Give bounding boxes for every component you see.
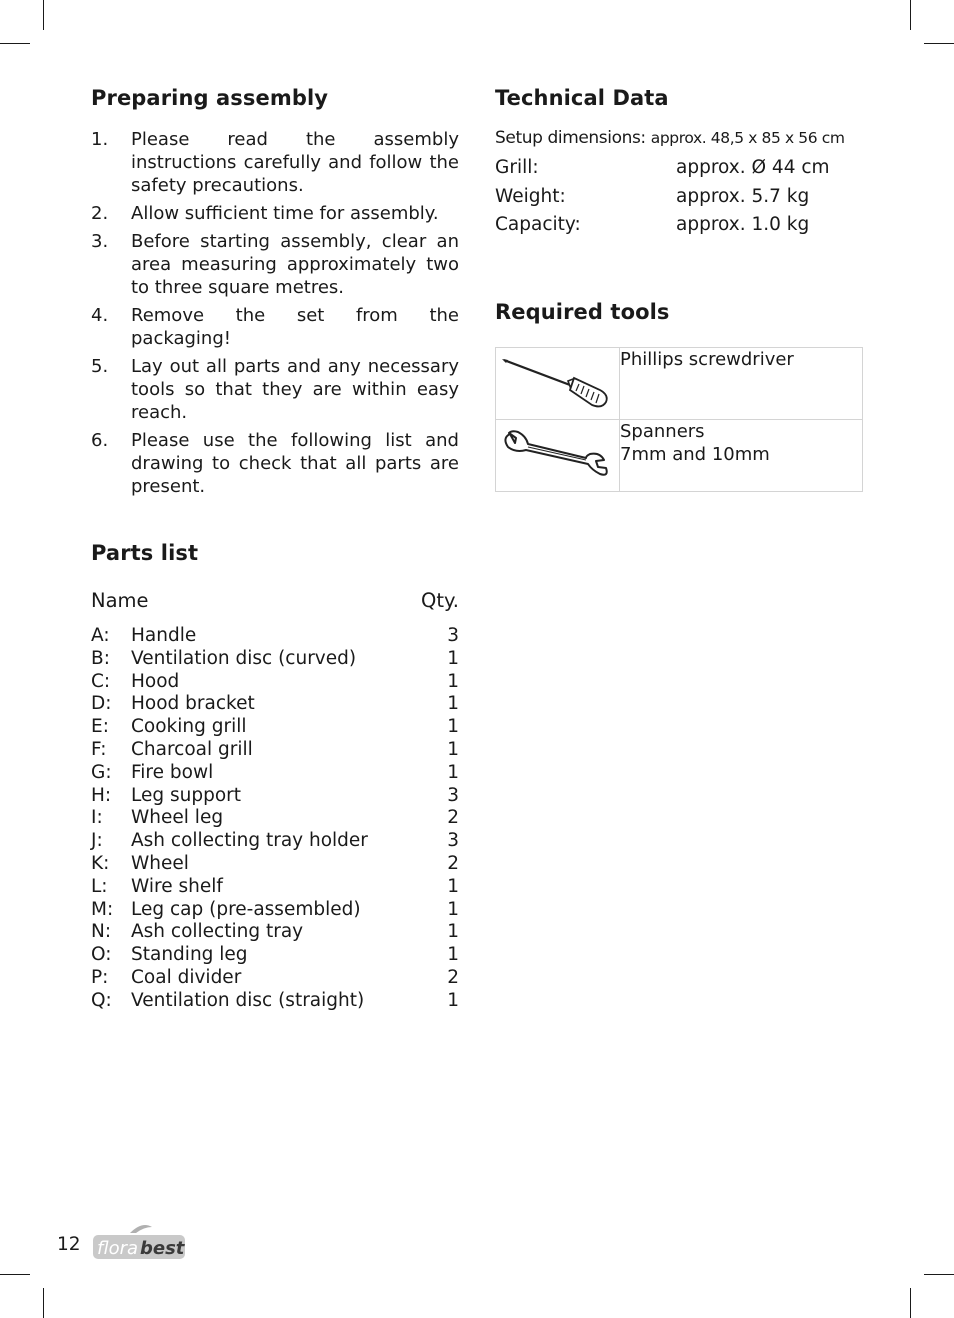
logo-flora: flora (97, 1238, 139, 1259)
tool-row (496, 420, 863, 492)
spec-label: Setup dimensions: (495, 128, 646, 148)
crop-mark (0, 43, 30, 44)
step-number: 1. (91, 129, 109, 150)
parts-col-qty: Qty. (421, 589, 459, 612)
part-qty: 2 (447, 966, 459, 988)
crop-mark (910, 0, 911, 30)
part-qty: 1 (447, 921, 459, 943)
part-name: Cooking grill (131, 716, 247, 738)
part-letter: H: (91, 784, 112, 806)
tool-spanners-sizes: 7mm and 10mm (620, 444, 770, 465)
spec-grill (495, 157, 865, 178)
step-text: Lay out all parts and any necessary tools so that they are within easy reach. (131, 356, 459, 423)
part-name: Hood bracket (131, 693, 255, 715)
part-name: Coal divider (131, 966, 242, 988)
page-number: 12 (57, 1234, 81, 1255)
step-text: Before starting assembly, clear an area measuring approximately two to three square metres. (131, 231, 459, 298)
step-number: 5. (91, 356, 109, 377)
part-name: Standing leg (131, 944, 248, 966)
step-number: 6. (91, 430, 109, 451)
part-letter: I: (91, 807, 103, 829)
part-name: Leg support (131, 784, 242, 806)
parts-list (91, 625, 459, 1013)
crop-mark (0, 1274, 30, 1275)
spanner-icon (496, 420, 619, 487)
part-qty: 3 (447, 625, 459, 646)
step-text: Please read the assembly instructions carefully and follow the safety precautions. (131, 129, 459, 196)
assembly-step (91, 230, 459, 299)
part-qty: 2 (447, 807, 459, 829)
assembly-step (91, 304, 459, 350)
part-qty: 3 (447, 830, 459, 852)
part-name: Wheel leg (131, 807, 224, 829)
part-letter: A: (91, 625, 110, 646)
required-tools-heading: Required tools (495, 300, 670, 324)
spec-value: approx. Ø 44 cm (676, 157, 830, 178)
part-letter: D: (91, 693, 112, 715)
part-qty: 1 (447, 875, 459, 897)
screwdriver-icon (496, 348, 619, 415)
spec-setup-dimensions (495, 128, 875, 148)
spec-label: Weight: (495, 186, 566, 207)
part-letter: J: (91, 830, 103, 852)
part-qty: 1 (447, 898, 459, 920)
parts-list-row (91, 967, 459, 990)
spec-label: Grill: (495, 157, 539, 178)
tool-text-cell (620, 420, 863, 492)
part-name: Ventilation disc (curved) (131, 647, 357, 669)
step-text: Please use the following list and drawing to check that all parts are present. (131, 430, 459, 497)
spec-weight (495, 186, 865, 207)
part-qty: 1 (447, 693, 459, 715)
tool-spanners-label: Spanners (620, 421, 705, 442)
part-letter: C: (91, 670, 111, 692)
part-name: Fire bowl (131, 761, 214, 783)
tool-row (496, 348, 863, 420)
part-qty: 1 (447, 738, 459, 760)
parts-list-row (91, 671, 459, 694)
part-qty: 1 (447, 716, 459, 738)
crop-mark (43, 1288, 44, 1318)
part-letter: O: (91, 944, 112, 966)
parts-list-row (91, 921, 459, 944)
part-letter: L: (91, 875, 108, 897)
parts-list-row (91, 944, 459, 967)
parts-list-row (91, 899, 459, 922)
parts-list-heading: Parts list (91, 541, 199, 565)
parts-list-row (91, 716, 459, 739)
spec-label: Capacity: (495, 214, 581, 235)
crop-mark (924, 1274, 954, 1275)
part-name: Handle (131, 625, 197, 646)
parts-list-row (91, 785, 459, 808)
parts-list-row (91, 807, 459, 830)
part-name: Ventilation disc (straight) (131, 989, 365, 1011)
part-letter: K: (91, 852, 110, 874)
step-text: Allow sufficient time for assembly. (131, 203, 439, 224)
parts-list-row (91, 830, 459, 853)
part-name: Hood (131, 670, 180, 692)
parts-list-row (91, 990, 459, 1013)
parts-list-row (91, 853, 459, 876)
preparing-assembly-heading: Preparing assembly (91, 86, 329, 110)
crop-mark (924, 43, 954, 44)
part-letter: F: (91, 738, 107, 760)
parts-list-row (91, 625, 459, 648)
assembly-steps-list (91, 128, 459, 503)
part-qty: 2 (447, 852, 459, 874)
step-number: 3. (91, 231, 109, 252)
part-letter: B: (91, 647, 110, 669)
part-name: Wheel (131, 852, 189, 874)
assembly-step (91, 355, 459, 424)
part-qty: 1 (447, 761, 459, 783)
assembly-step (91, 202, 459, 225)
required-tools-table (495, 347, 863, 492)
assembly-step (91, 128, 459, 197)
spec-value: approx. 1.0 kg (676, 214, 810, 235)
tool-image-cell (496, 420, 620, 492)
parts-list-row (91, 739, 459, 762)
part-name: Ash collecting tray holder (131, 830, 368, 852)
part-name: Wire shelf (131, 875, 223, 897)
step-number: 4. (91, 305, 109, 326)
tool-screwdriver-label: Phillips screwdriver (620, 349, 794, 370)
assembly-step (91, 429, 459, 498)
part-qty: 1 (447, 989, 459, 1011)
parts-list-row (91, 648, 459, 671)
part-letter: Q: (91, 989, 112, 1011)
crop-mark (910, 1288, 911, 1318)
logo-best: best (140, 1238, 185, 1259)
tool-text-cell (620, 348, 863, 420)
spec-value: approx. 5.7 kg (676, 186, 810, 207)
part-letter: M: (91, 898, 114, 920)
step-text: Remove the set from the packaging! (131, 305, 459, 349)
part-name: Leg cap (pre-assembled) (131, 898, 361, 920)
parts-list-row (91, 876, 459, 899)
part-qty: 1 (447, 944, 459, 966)
tool-image-cell (496, 348, 620, 420)
florabest-logo (92, 1223, 186, 1261)
spec-capacity (495, 214, 865, 235)
step-number: 2. (91, 203, 109, 224)
part-qty: 3 (447, 784, 459, 806)
part-letter: G: (91, 761, 112, 783)
part-name: Ash collecting tray (131, 921, 304, 943)
parts-list-row (91, 762, 459, 785)
part-letter: N: (91, 921, 112, 943)
part-letter: P: (91, 966, 109, 988)
technical-data-heading: Technical Data (495, 86, 669, 110)
parts-list-header (91, 589, 459, 612)
crop-mark (43, 0, 44, 30)
parts-list-row (91, 693, 459, 716)
parts-col-name: Name (91, 589, 149, 612)
spec-value: approx. 48,5 x 85 x 56 cm (650, 129, 845, 147)
part-letter: E: (91, 716, 109, 738)
part-name: Charcoal grill (131, 738, 253, 760)
part-qty: 1 (447, 647, 459, 669)
part-qty: 1 (447, 670, 459, 692)
